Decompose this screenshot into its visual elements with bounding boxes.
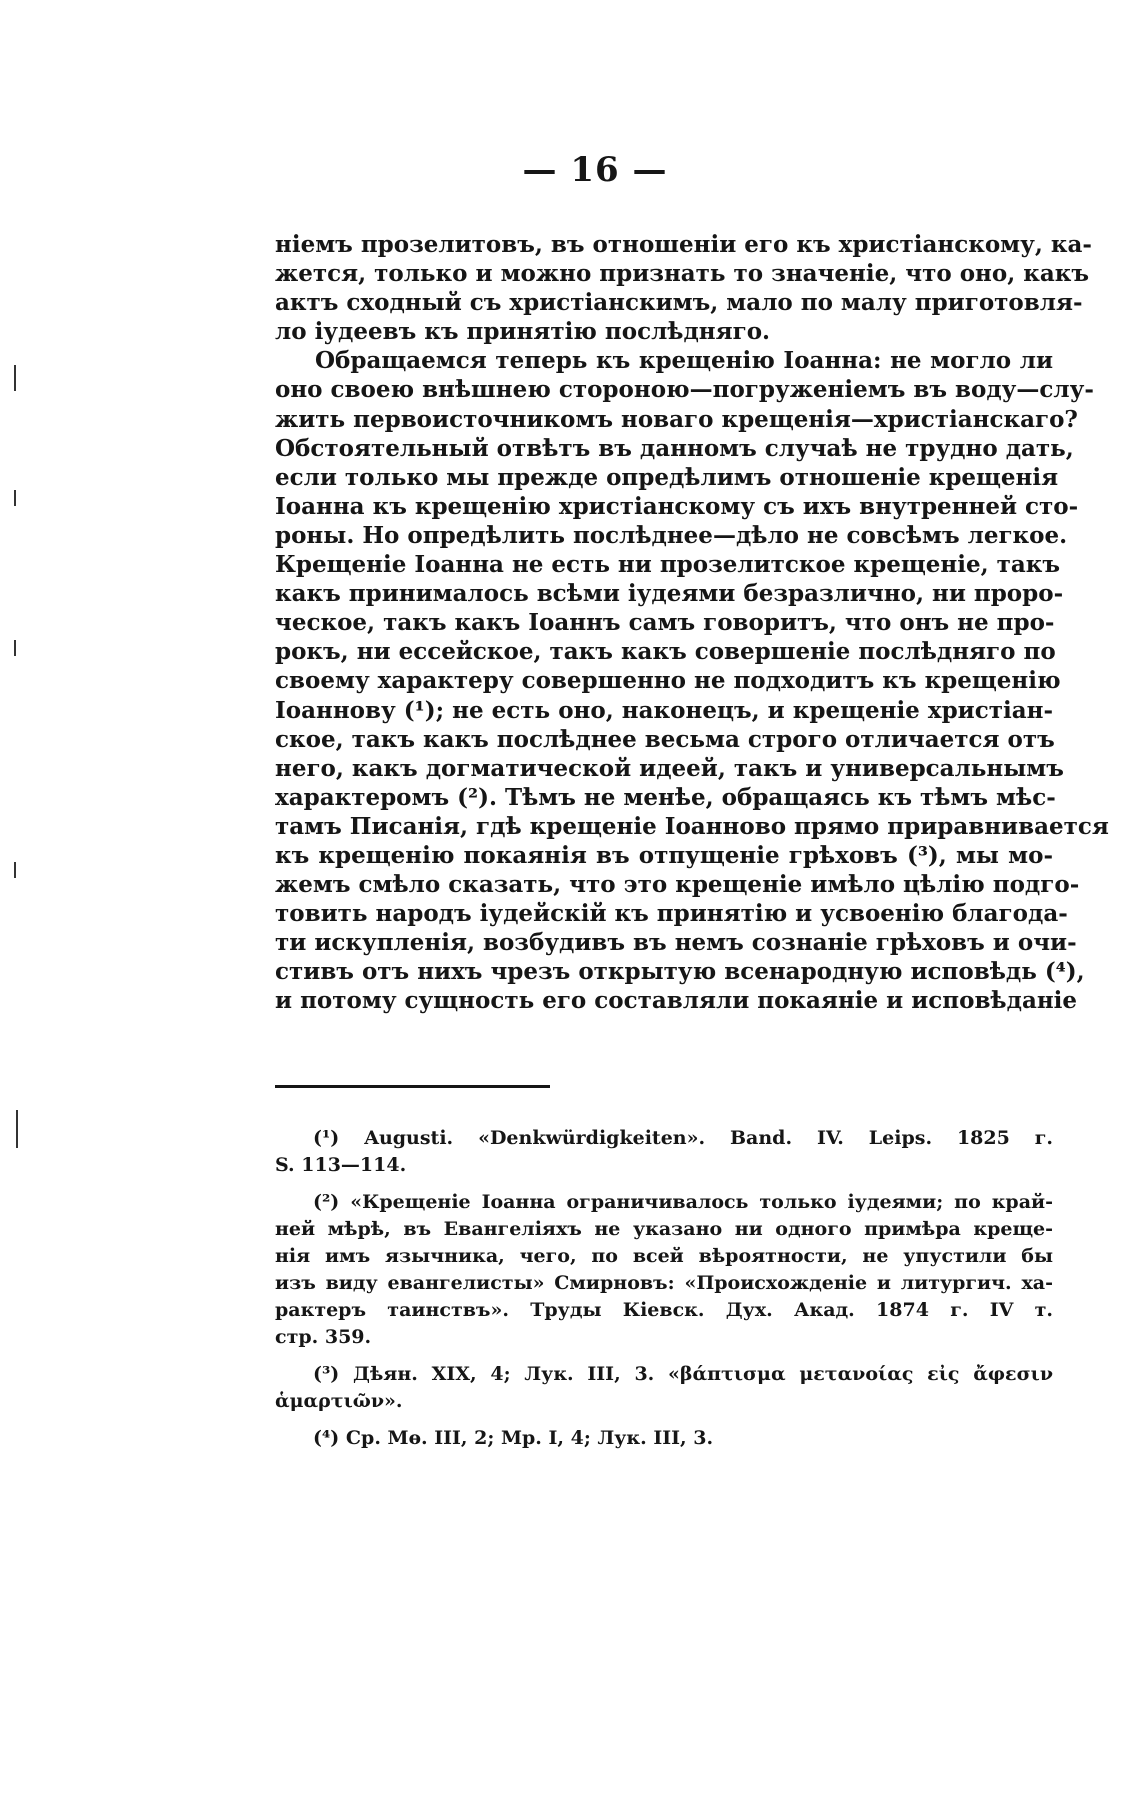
text-line: жить первоисточникомъ новаго крещенія—христіанскаго?: [275, 405, 1078, 433]
text-line: ское, такъ какъ послѣднее весьма строго отличается отъ: [275, 725, 1055, 753]
text-line: Обстоятельный отвѣтъ въ данномъ случаѣ не трудно дать,: [275, 434, 1074, 462]
footnote-line: (²) «Крещеніе Іоанна ограничивалось только іудеями; по край-: [313, 1191, 1053, 1213]
text-line: ніемъ прозелитовъ, въ отношеніи его къ христіанскому, ка-: [275, 231, 1092, 258]
footnote-line: изъ виду евангелисты» Смирновъ: «Происхожденіе и литургич. ха-: [275, 1272, 1053, 1294]
text-line: товить народъ іудейскій къ принятію и усвоенію благода-: [275, 900, 1068, 928]
text-line: актъ сходный съ христіанскимъ, мало по малу приготовля-: [275, 289, 1083, 317]
text-line: ло іудеевъ къ принятію послѣдняго.: [275, 318, 771, 346]
main-text: [275, 230, 1109, 1016]
text-line: какъ принималось всѣми іудеями безразлично, ни проро-: [275, 580, 1064, 608]
footnote-line: (¹) Augusti. «Denkwürdigkeiten». Band. IV. Leips. 1825 г.: [313, 1127, 1053, 1149]
text-line: Обращаемся теперь къ крещенію Іоанна: не могло ли: [315, 347, 1053, 375]
footnote-4: [275, 1425, 1053, 1452]
text-line: характеромъ (²). Тѣмъ не менѣе, обращаясь къ тѣмъ мѣс-: [275, 783, 1056, 811]
text-line: жется, только и можно признать то значеніе, что оно, какъ: [275, 260, 1089, 288]
footnote-line: ней мѣрѣ, въ Евангеліяхъ не указано ни одного примѣра креще-: [275, 1218, 1053, 1240]
text-line: и потому сущность его составляли покаяніе и исповѣданіе: [275, 987, 1078, 1015]
page-number: — 16 —: [522, 150, 668, 190]
scan-mark: [14, 862, 16, 878]
text-line: Іоаннову (¹); не есть оно, наконецъ, и крещеніе христіан-: [275, 696, 1053, 724]
footnote-line: рактеръ таинствъ». Труды Кіевск. Дух. Акад. 1874 г. IV т.: [275, 1299, 1053, 1321]
text-line: стивъ отъ нихъ чрезъ открытую всенародную исповѣдь (⁴),: [275, 958, 1085, 986]
scan-mark: [16, 1110, 18, 1148]
text-line: жемъ смѣло сказать, что это крещеніе имѣло цѣлію подго-: [275, 871, 1080, 899]
text-line: къ крещенію покаянія въ отпущеніе грѣховъ (³), мы мо-: [275, 841, 1053, 869]
footnote-line: S. 113—114.: [275, 1154, 407, 1176]
footnote-line: (⁴) Ср. Мѳ. III, 2; Мр. I, 4; Лук. III, 3.: [313, 1427, 714, 1449]
footnote-separator: [275, 1085, 550, 1088]
text-line: него, какъ догматической идеей, такъ и универсальнымъ: [275, 754, 1064, 782]
footnote-3: [275, 1361, 1053, 1415]
text-line: своему характеру совершенно не подходитъ къ крещенію: [275, 667, 1061, 695]
text-line: ти искупленія, возбудивъ въ немъ сознаніе грѣховъ и очи-: [275, 929, 1077, 957]
footnotes: [275, 1125, 1053, 1462]
footnote-line: ἁμαρτιῶν».: [275, 1390, 403, 1412]
text-line: роны. Но опредѣлить послѣднее—дѣло не совсѣмъ легкое.: [275, 521, 1068, 549]
scan-mark: [14, 365, 16, 391]
text-line: если только мы прежде опредѣлимъ отношеніе крещенія: [275, 463, 1059, 491]
text-line: оно своею внѣшнею стороною—погруженіемъ въ воду—слу-: [275, 376, 1094, 404]
text-line: Крещеніе Іоанна не есть ни прозелитское крещеніе, такъ: [275, 551, 1060, 579]
footnote-1: [275, 1125, 1053, 1179]
text-line: ческое, такъ какъ Іоаннъ самъ говоритъ, что онъ не про-: [275, 609, 1055, 637]
footnote-line: стр. 359.: [275, 1326, 372, 1348]
text-line: рокъ, ни ессейское, такъ какъ совершеніе послѣдняго по: [275, 638, 1056, 666]
footnote-2: [275, 1189, 1053, 1351]
footnote-line: (³) Дѣян. XIX, 4; Лук. III, 3. «βάπτισμα μετανοίας εἰς ἄφεσιν: [313, 1363, 1053, 1385]
text-line: тамъ Писанія, гдѣ крещеніе Іоанново прямо приравнивается: [275, 812, 1109, 840]
scan-mark: [14, 490, 16, 506]
footnote-line: нія имъ язычника, чего, по всей вѣроятности, не упустили бы: [275, 1245, 1053, 1267]
scan-mark: [14, 640, 16, 656]
text-line: Іоанна къ крещенію христіанскому съ ихъ внутренней сто-: [275, 492, 1079, 520]
